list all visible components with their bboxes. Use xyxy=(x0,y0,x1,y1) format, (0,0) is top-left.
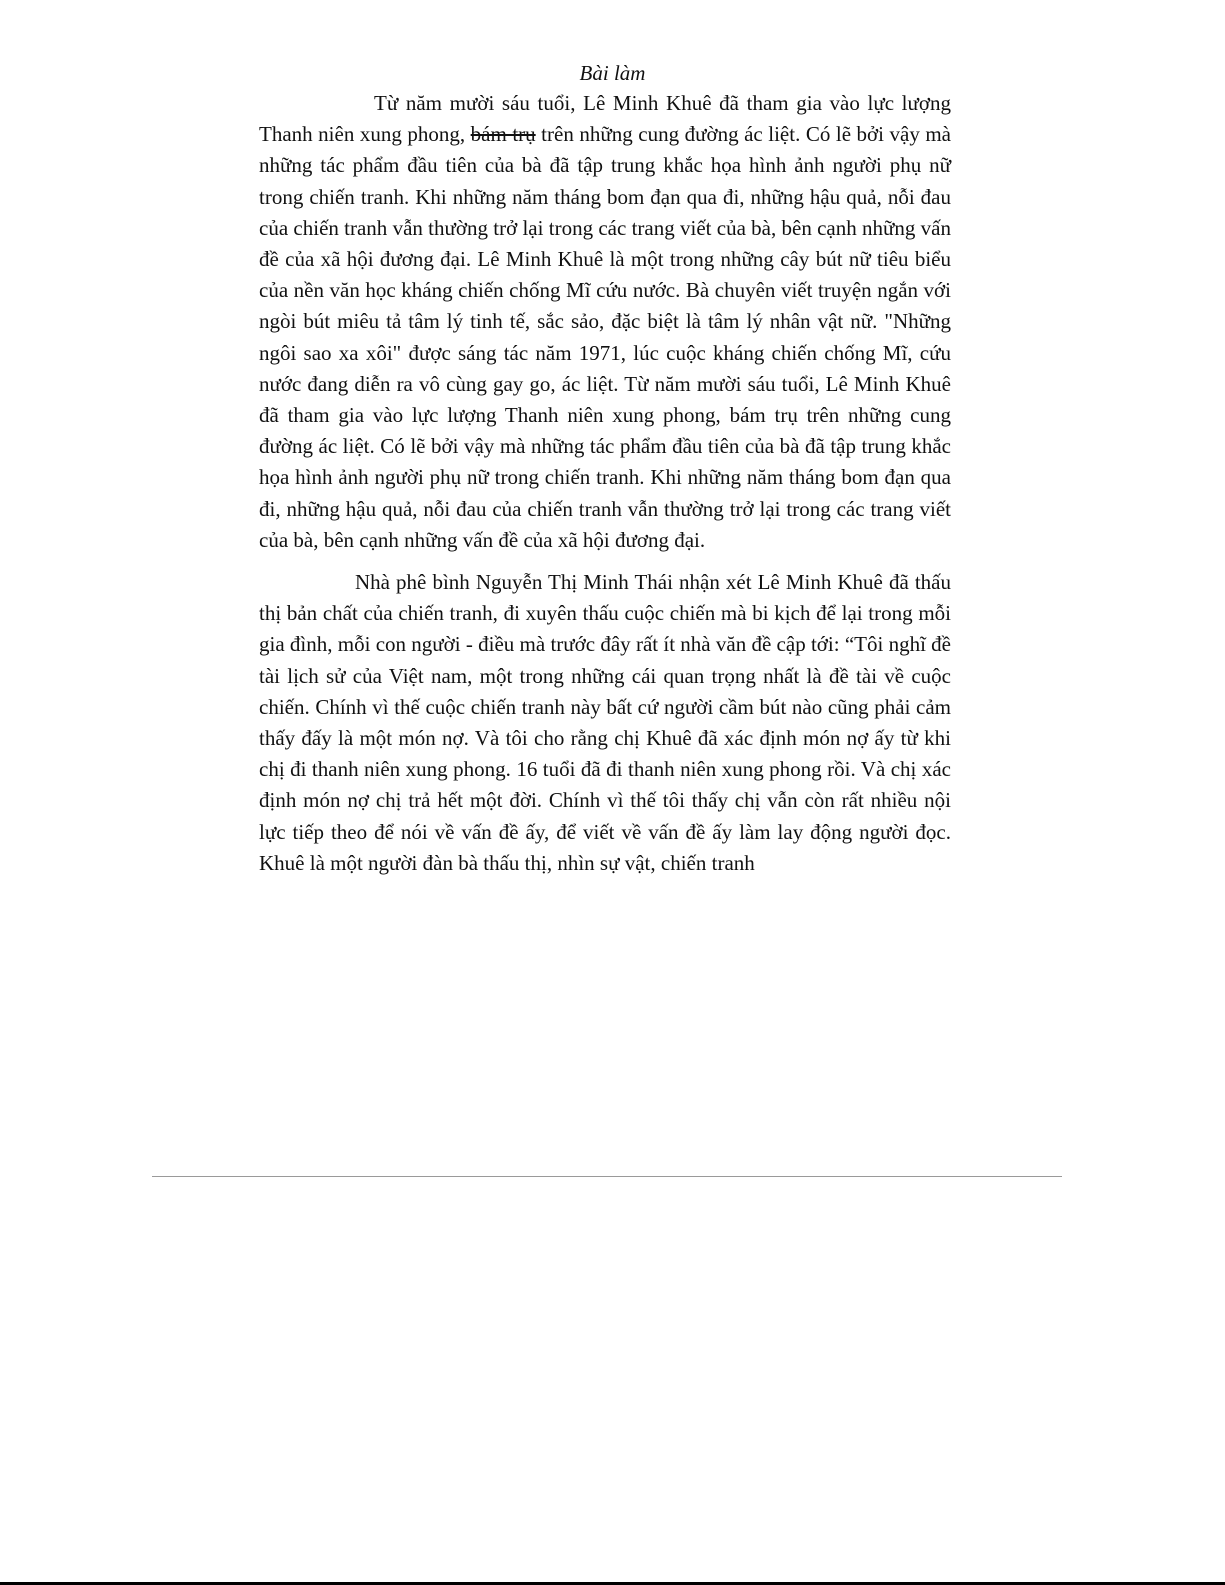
essay-heading: Bài làm xyxy=(579,61,646,85)
page-divider xyxy=(152,1176,1062,1177)
struck-text: bám trụ xyxy=(470,122,536,147)
essay-body xyxy=(259,88,951,879)
paragraph-1-rest: trên những cung đường ác liệt. Có lẽ bởi vậy mà những tác phẩm đầu tiên của bà đã tập trung khắc họa hình ảnh người phụ nữ trong chiến tranh. Khi những năm tháng bom đạn qua đi, những hậu quả, nỗi đau của chiến tranh vẫn thường trở lại trong các trang viết của bà, bên cạnh những vấn đề của xã hội đương đại. Lê Minh Khuê là một trong những cây bút nữ tiêu biểu của nền văn học kháng chiến chống Mĩ cứu nước. Bà chuyên viết truyện ngắn với ngòi bút miêu tả tâm lý tinh tế, sắc sảo, đặc biệt là tâm lý nhân vật nữ. "Những ngôi sao xa xôi" được sáng tác năm 1971, lúc cuộc kháng chiến chống Mĩ, cứu nước đang diễn ra vô cùng gay go, ác liệt. Từ năm mười sáu tuổi, Lê Minh Khuê đã tham gia vào lực lượng Thanh niên xung phong, bám trụ trên những cung đường ác liệt. Có lẽ bởi vậy mà những tác phẩm đầu tiên của bà đã tập trung khắc họa hình ảnh người phụ nữ trong chiến tranh. Khi những năm tháng bom đạn qua đi, những hậu quả, nỗi đau của chiến tranh vẫn thường trở lại trong các trang viết của bà, bên cạnh những vấn đề của xã hội đương đại. xyxy=(259,122,952,552)
paragraph-1 xyxy=(259,88,951,556)
paragraph-2: Nhà phê bình Nguyễn Thị Minh Thái nhận xét Lê Minh Khuê đã thấu thị bản chất của chiến tranh, đi xuyên thấu cuộc chiến mà bi kịch để lại trong mỗi gia đình, mỗi con người - điều mà trước đây rất ít nhà văn đề cập tới: “Tôi nghĩ đề tài lịch sử của Việt nam, một trong những cái quan trọng nhất là đề tài về cuộc chiến. Chính vì thế cuộc chiến tranh này bất cứ người cầm bút nào cũng phải cảm thấy đấy là một món nợ. Và tôi cho rằng chị Khuê đã xác định món nợ ấy từ khi chị đi thanh niên xung phong. 16 tuổi đã đi thanh niên xung phong rồi. Và chị xác định món nợ chị trả hết một đời. Chính vì thế tôi thấy chị vẫn còn rất nhiều nội lực tiếp theo để nói về vấn đề ấy, để viết về vấn đề ấy làm lay động người đọc. Khuê là một người đàn bà thấu thị, nhìn sự vật, chiến tranh xyxy=(259,570,951,875)
paragraph-1-lead: Từ năm mười sáu tuổi, Lê Minh Khuê đã tham gia vào lực lượng Thanh niên xung phong, xyxy=(259,91,951,147)
